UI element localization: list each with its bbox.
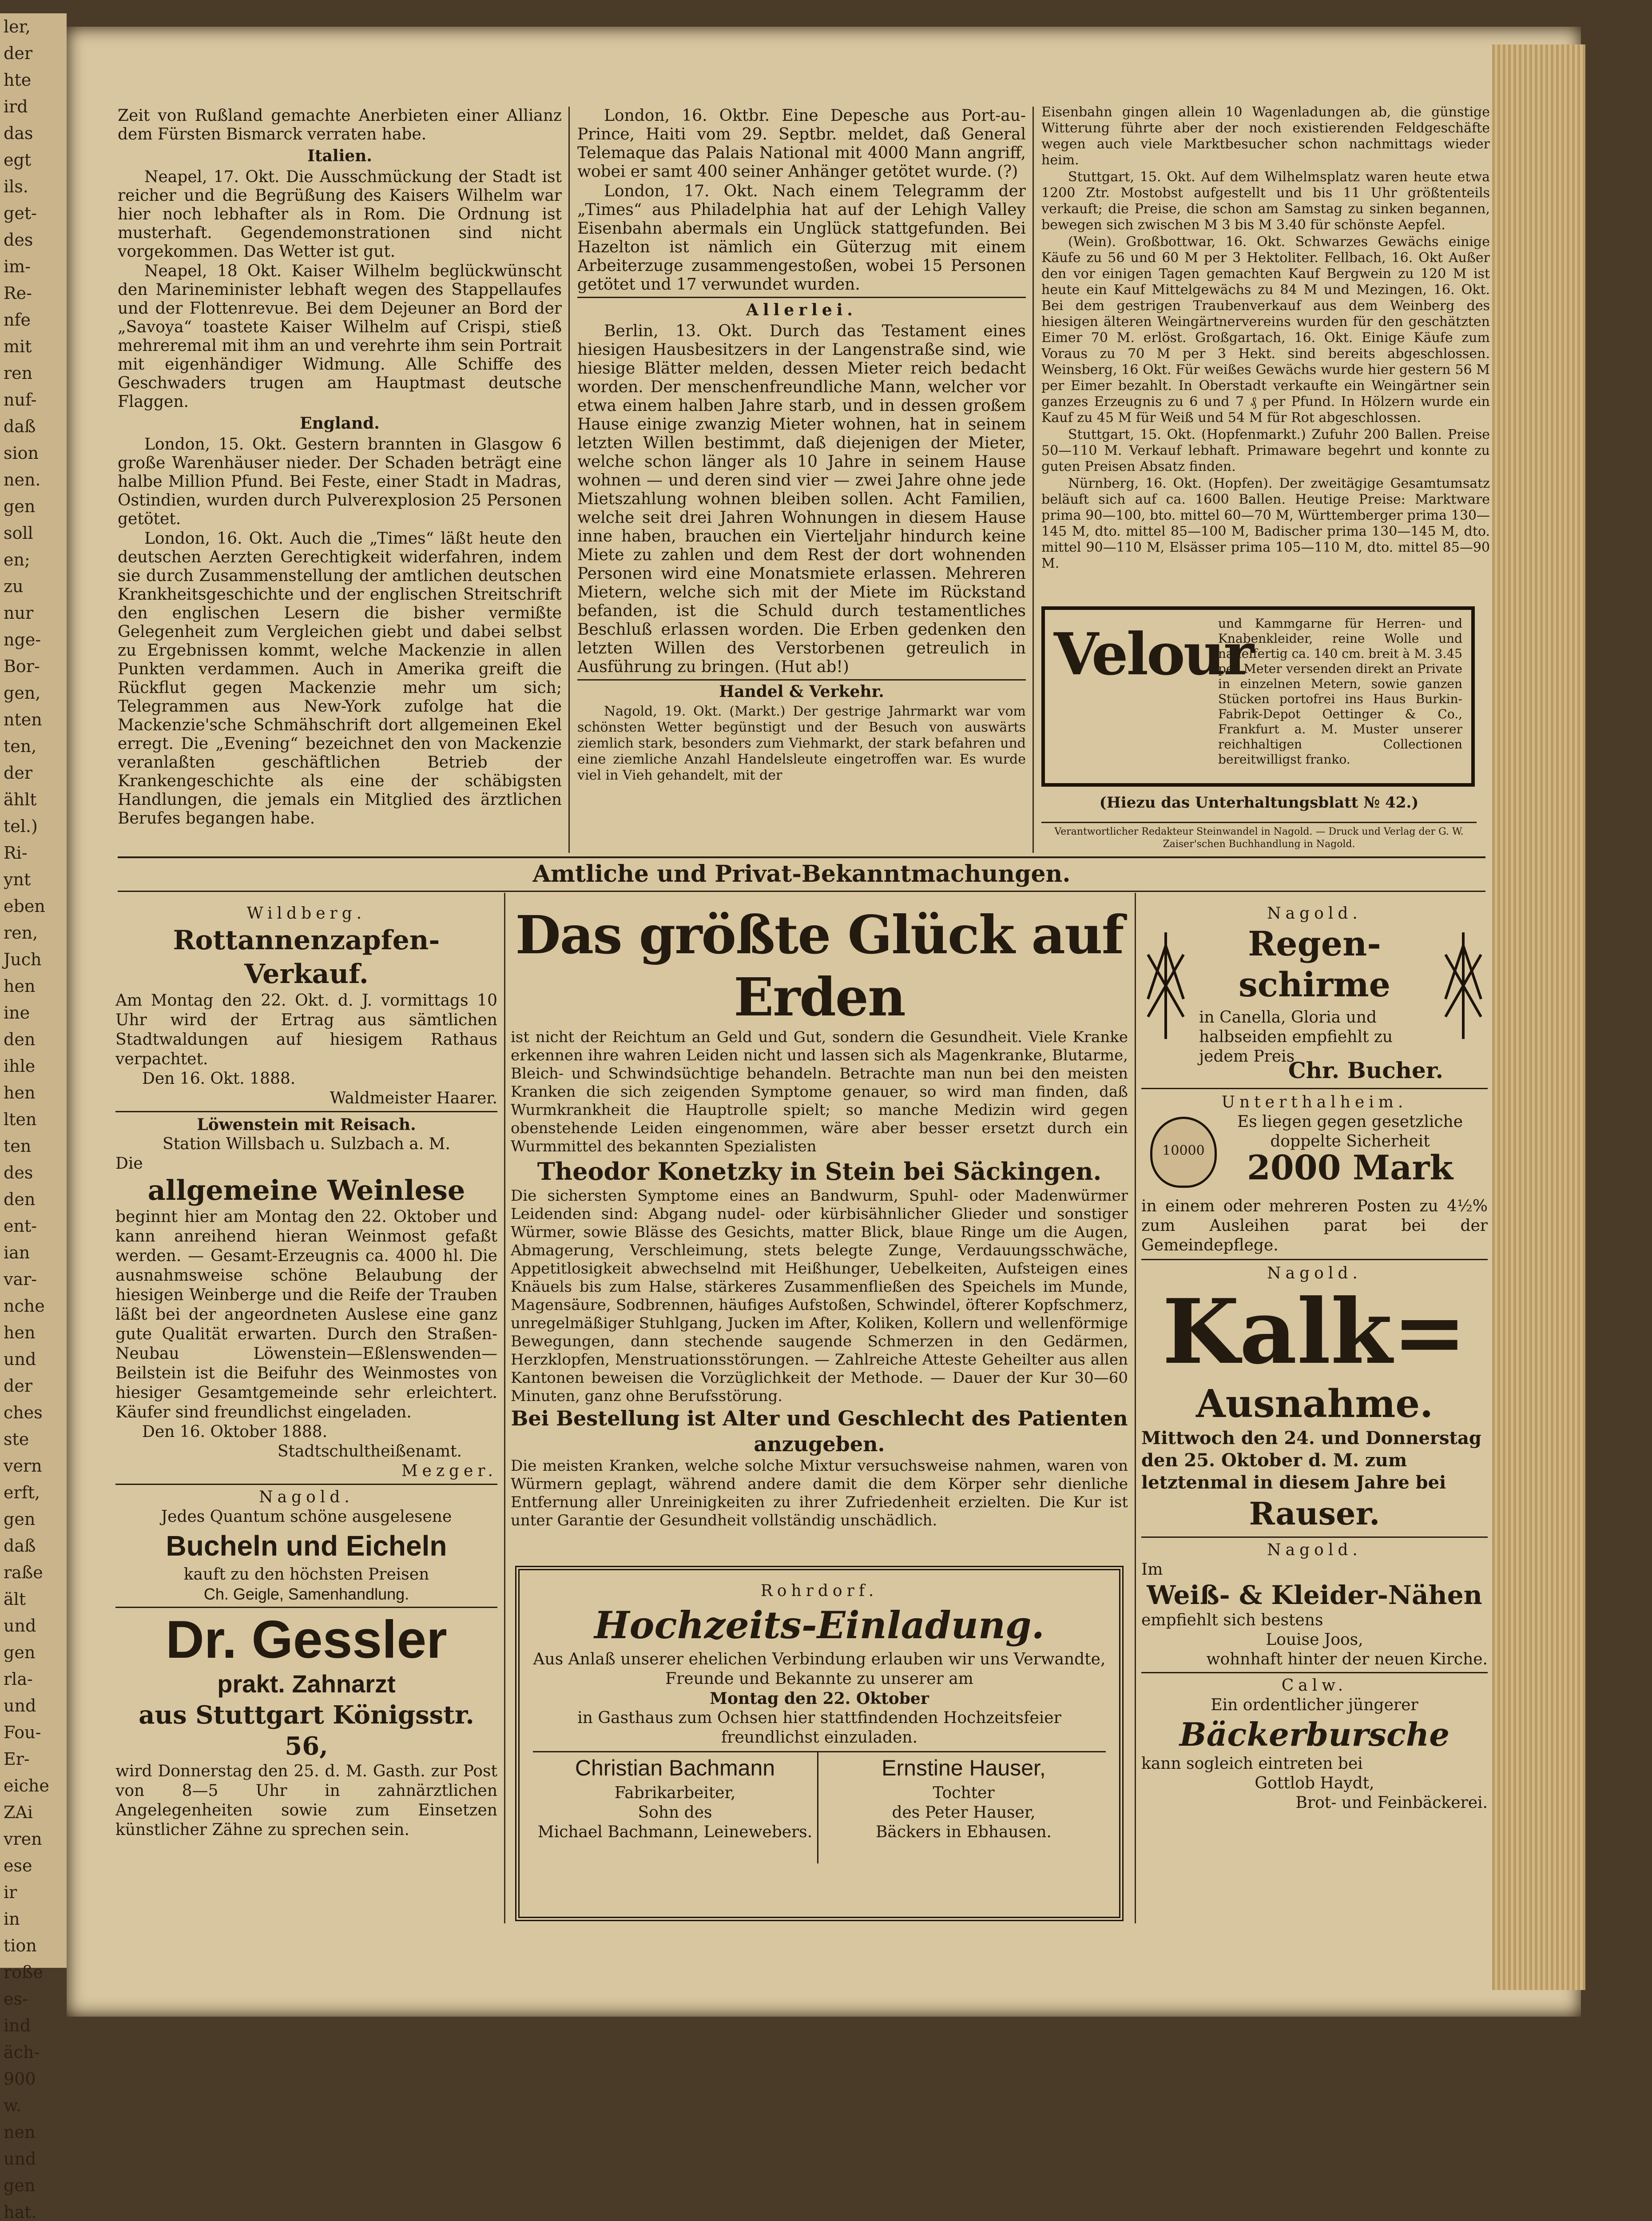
loew-sign: Mezger. [401,1462,497,1480]
previous-page-fragment: in [4,1909,20,1929]
symptome-text: Die sichersten Symptome eines an Bandwurm, Spuhl- oder Madenwürmer Leidenden sind: Abgang nudel- oder kürbisähnlicher Glieder und sonstiger Würmer, sowie Blässe des Gesichts, matter Blick, blaue Ringe um die Augen, Abmagerung, Verschleimung, stets belegte Zunge, Verdauungsschwäche, Appetitlosigkeit abwechselnd mit Heißhunger, Uebelkeiten, Aufsteigen eines Knäuels bis zum Halse, stärkeres Zusammenfließen des Speichels im Munde, Magensäure, Sodbrennen, häufiges Aufstoßen, Schwindel, öfterer Kopfschmerz, unregelmäßiger Stuhlgang, Jucken im After, Koliken, Kollern und wellenförmige Bewegungen, dann stechende saugende Schmerzen in den Gedärmen, Herzklopfen, Menstruationsstörungen. — Zahlreiche Atteste Geheilter aus allen Kantonen beweisen die Vorzüglichkeit der Methode. — Dauer der Kur 30—60 Minuten, ganz ohne Berufsstörung. [511,1187,1128,1405]
calw-trade: Brot- und Feinbäckerei. [1295,1794,1488,1812]
previous-page-fragment: ent- [4,1216,37,1236]
previous-page-fragment: im- [4,257,31,276]
previous-page-fragment: sion [4,443,39,463]
previous-page-fragment: en; [4,550,30,569]
previous-page-fragment: ils. [4,177,28,196]
hz-place: Rohrdorf. [760,1582,878,1600]
previous-page-fragment: ren [4,363,33,383]
groom-line: Sohn des [638,1803,712,1822]
news-column-2 [577,107,1026,784]
zapfen-date: Den 16. Okt. 1888. [142,1070,296,1088]
loew-title: allgemeine Weinlese [147,1174,465,1206]
previous-page-fragment: ten, [4,736,37,756]
bride-name: Ernstine Hauser, [882,1755,1046,1780]
previous-page-fragment: hen [4,1083,36,1103]
heading-england: England. [300,414,380,433]
paragraph: Nürnberg, 16. Okt. (Hopfen). Der zweitägige Gesamtumsatz beläuft sich auf ca. 1600 Ballen. Heutige Preise: Marktware prima 90—100, bto. mittel 60—70 M, Württemberger prima 130—145 M, dto. mittel 85—100 M, Badischer prima 130—145 M, dto. mittel 90—110 M, Elsässer prima 105—110 M, dto. mittel 85—90 M. [1041,476,1490,571]
previous-page-fragment: vren [4,1829,42,1849]
naehen-name: Louise Joos, [1266,1631,1363,1649]
previous-page-fragment: den [4,1030,36,1049]
previous-page-fragment: ihle [4,1056,36,1076]
bucheln-title: Bucheln und Eicheln [166,1530,447,1562]
previous-page-fragment: daß [4,1536,36,1556]
previous-page-fragment: roße [4,1962,43,1982]
money-bag-label: 10000 [1162,1143,1205,1158]
previous-page-fragment: und [4,1696,36,1716]
paragraph: London, 17. Okt. Nach einem Telegramm der „Times“ aus Philadelphia hat auf der Lehigh Valley Eisenbahn abermals ein Unglück stattgefunden. Bei Hazelton ist nämlich ein Güterzug mit einem Arbeiterzuge zusammengestoßen, wobei 15 Personen getötet und 17 verwundet wurden. [577,182,1026,294]
previous-page-fragment: das [4,123,33,143]
previous-page-fragment: gen [4,2176,36,2195]
newspaper-page [67,27,1581,2017]
previous-page-fragment: ynt [4,870,31,889]
place-nagold: Nagold. [1267,1541,1362,1559]
umbrella-icon [1141,928,1190,1043]
previous-page-fragment: der [4,1376,32,1396]
previous-page-fragment: nge- [4,630,41,649]
previous-page-edge [0,13,67,2221]
glueck-title: Das größte Glück auf Erden [515,904,1124,1028]
section-banner: Amtliche und Privat-Bekanntmachungen. [532,860,1071,888]
groom-line: Fabrikarbeiter, [614,1784,736,1802]
umbrella-icon [1439,928,1488,1043]
paragraph: Eisenbahn gingen allein 10 Wagenladungen ab, die günstige Witterung führte aber der noch existierenden Feldgeschäfte wegen auch viele Marktbesucher schon nachmittags wieder heim. [1041,104,1490,168]
column-divider [504,893,505,1923]
previous-page-fragment: nten [4,710,42,729]
calw-title: Bäckerbursche [1179,1716,1450,1753]
previous-page-fragment: Fou- [4,1723,41,1742]
zapfen-sign: Waldmeister Haarer. [330,1089,497,1107]
loew-text: beginnt hier am Montag den 22. Oktober und kann anreihend hieran Weinmost gefaßt werden. — Gesamt-Erzeugnis ca. 4000 hl. Die ausnahmsweise schöne Belaubung der hiesigen Weinberge und die Reife der Trauben läßt bei der angeordneten Auslese eine ganz gute Qualität erwarten. Durch den Straßen-Neubau Löwenstein—Eßlenswenden—Beilstein ist die Beifuhr des Weinmostes von hiesiger Gesamtgemeinde sehr erleichtert. Käufer sind freundlichst eingeladen. [115,1208,497,1421]
previous-page-fragment: nur [4,603,34,623]
kalk-text: Mittwoch den 24. und Donnerstag den 25. Oktober d. M. zum letztenmal in diesem Jahre bei [1141,1428,1481,1493]
previous-page-fragment: Er- [4,1749,30,1769]
hz-date: Montag den 22. Oktober [710,1689,929,1708]
gessler-sub: prakt. Zahnarzt [217,1670,396,1698]
place-wildberg: Wildberg. [246,904,366,923]
previous-page-fragment: und [4,1349,36,1369]
bride-line: des Peter Hauser, [892,1803,1036,1822]
previous-page-fragment: ält [4,1589,26,1609]
place-unterthalheim: Unterthalheim. [1221,1093,1408,1111]
previous-page-fragment: eiche [4,1776,49,1795]
schirme-sign: Chr. Bucher. [1288,1057,1443,1083]
previous-page-fragment: den [4,1190,36,1209]
news-column-1 [118,107,562,829]
previous-page-fragment: ählt [4,790,37,809]
previous-page-fragment: ler, [4,17,31,36]
column-divider [568,107,570,853]
previous-page-fragment: und [4,1616,36,1636]
paragraph: Neapel, 18 Okt. Kaiser Wilhelm beglückwünscht den Marineminister lebhaft wegen des Stappellaufes und der Flottenrevue. Bei dem Dejeuner an Bord der „Savoya“ toastete Kaiser Wilhelm auf Crispi, stieß mehreremal mit ihm an und verehrte ihm sein Portrait mit eigenhändiger Widmung. Alle Schiffe des Geschwaders trugen am Hauptmast deutsche Flaggen. [118,262,562,411]
schirme-text: in Canella, Gloria und halbseiden empfiehlt zu jedem Preis [1199,1008,1393,1066]
naehen-addr: wohnhaft hinter der neuen Kirche. [1206,1650,1488,1668]
hz-text2: in Gasthaus zum Ochsen hier stattfindenden Hochzeitsfeier freundlichst einzuladen. [577,1709,1061,1747]
heading-handel: Handel & Verkehr. [577,679,1026,701]
hz-text: Aus Anlaß unserer ehelichen Verbindung erlauben wir uns Verwandte, Freunde und Bekannte zu unserer am [533,1650,1106,1688]
paragraph: Stuttgart, 15. Okt. Auf dem Wilhelmsplatz waren heute etwa 1200 Ztr. Mostobst aufgestellt und bis 11 Uhr größtenteils verkauft; die Preise, die schon am Samstag zu sinken begannen, bewegen sich zwischen M 3 bis M 3.40 für schönste Aepfel. [1041,169,1490,233]
previous-page-fragment: eben [4,896,45,916]
paragraph: Nagold, 19. Okt. (Markt.) Der gestrige Jahrmarkt war vom schönsten Wetter begünstigt und der Besuch von auswärts ziemlich stark, besonders zum Viehmarkt, der stark befahren und eine ziemliche Anzahl Handelsleute eingetroffen war. Es wurde viel in Vieh gehandelt, mit der [577,704,1026,783]
hochzeit-ad [515,1566,1124,1921]
previous-page-fragment: mit [4,337,32,356]
zapfen-title: Rottannenzapfen-Verkauf. [173,925,440,990]
beilage-note: (Hiezu das Unterhaltungsblatt № 42.) [1099,794,1419,812]
groom-name: Christian Bachmann [575,1755,775,1780]
paragraph: Zeit von Rußland gemachte Anerbieten einer Allianz dem Fürsten Bismarck verraten habe. [118,107,562,143]
previous-page-fragment: ine [4,1003,30,1023]
paragraph: London, 15. Okt. Gestern brannten in Glasgow 6 große Warenhäuser nieder. Der Schaden beträgt eine halbe Million Pfund. Bei Feste, einer Stadt in Madras, Ostindien, wurden durch Pulverexplosion 25 Personen getötet. [118,435,562,528]
news-column-3 [1041,104,1490,573]
calw-text2: kann sogleich eintreten bei [1141,1755,1363,1773]
bucheln-sign: Ch. Geigle, Samenhandlung. [203,1585,409,1603]
previous-page-fragment: gen [4,497,36,516]
previous-page-fragment: der [4,44,32,63]
impressum: Verantwortlicher Redakteur Steinwandel in Nagold. — Druck und Verlag der G. W. Zaiser'schen Buchhandlung in Nagold. [1041,822,1477,851]
previous-page-fragment: ir [4,1883,17,1902]
groom-line: Michael Bachmann, Leinewebers. [537,1823,813,1841]
book-edge [1492,44,1585,1990]
loew-station: Station Willsbach u. Sulzbach a. M. [163,1135,450,1153]
unter-text1: Es liegen gegen gesetzliche doppelte Sicherheit [1237,1113,1463,1150]
previous-page-fragment: vern [4,1456,42,1476]
previous-page-fragment: des [4,230,33,250]
previous-page-fragment: ten [4,1136,32,1156]
loew-amt: Stadtschultheißenamt. [277,1442,462,1461]
paragraph: London, 16. Oktbr. Eine Depesche aus Port-au-Prince, Haiti vom 29. Septbr. meldet, daß General Telemaque das Palais National mit 4000 Mann angriff, wobei er samt 400 seiner Anhänger getötet wurde. (?) [577,107,1026,181]
loew-die: Die [115,1154,143,1173]
previous-page-fragment: w. [4,2096,22,2115]
previous-page-fragment: es- [4,1989,28,2009]
gessler-text: wird Donnerstag den 25. d. M. Gasth. zur Post von 8—5 Uhr in zahnärztlichen Angelegenheiten sowie zum Einsetzen künstlicher Zähne zu sprechen sein. [115,1762,497,1839]
naehen-pre: Im [1141,1560,1163,1579]
previous-page-fragment: nen. [4,470,41,490]
previous-page-fragment: hen [4,1323,36,1342]
column-divider [1032,107,1034,853]
gessler-name: Dr. Gessler [166,1610,447,1669]
previous-page-fragment: tel.) [4,816,38,836]
loew-head: Löwenstein mit Reisach. [197,1115,416,1134]
bride-line: Bäckers in Ebhausen. [875,1823,1052,1841]
section-rule [118,856,1485,858]
glueck-text: ist nicht der Reichtum an Geld und Gut, sondern die Gesundheit. Viele Kranke erkennen ihre wahren Leiden nicht und lassen sich als Magenkranke, Blutarme, Bleich- und Schwindsüchtige behandeln. Betrachte man nun bei den meisten Kranken die sich zeigenden Symptome genauer, so wird man finden, daß Wurmkrankheit die Hauptrolle spielt; so manche Medizin wird gegen obenstehende Leiden eingenommen, wäre aber besser ersetzt durch ein Wurmmittel des bekannten Spezialisten [511,1028,1128,1155]
previous-page-fragment: daß [4,417,36,436]
previous-page-fragment: ches [4,1403,43,1422]
place-nagold: Nagold. [259,1488,354,1506]
place-calw: Calw. [1281,1676,1348,1695]
previous-page-fragment: hat. [4,2202,37,2221]
previous-page-fragment: des [4,1163,33,1182]
previous-page-fragment: nche [4,1296,45,1316]
previous-page-fragment: ZAi [4,1803,33,1822]
konetzky-name: Theodor Konetzky in Stein bei Säckingen. [537,1157,1102,1186]
previous-page-fragment: ind [4,2016,31,2035]
bucheln-pre: Jedes Quantum schöne ausgelesene [161,1508,452,1526]
velour-text: und Kammgarne für Herren- und Knabenkleider, reine Wolle und nadelfertig ca. 140 cm. breit à M. 3.45 per Meter versenden direkt an Private in einzelnen Metern, sowie ganzen Stücken portofrei ins Haus Burkin-Fabrik-Depot Oettinger & Co., Frankfurt a. M. Muster unserer reichhaltigen Collectionen bereitwilligst franko. [1218,616,1462,767]
kalk-sign: Rauser. [1249,1495,1380,1532]
velour-ad [1041,606,1475,787]
previous-page-fragment: Ri- [4,843,28,863]
meisten-text: Die meisten Kranken, welche solche Mixtur versuchsweise nahmen, waren von Würmern geplagt, während andere damit die dem Körper sehr dienliche Entfernung aller Unreinigkeiten zu ihrer Zufriedenheit erzielten. Die Kur ist unter Garantie der Gesundheit vollständig unschädlich. [511,1457,1128,1529]
unter-amount: 2000 Mark [1247,1148,1453,1187]
hochzeit-inner [533,1581,1106,1868]
previous-page-fragment: ird [4,97,28,116]
section-rule [118,891,1485,892]
column-divider [1135,893,1136,1923]
heading-italien: Italien. [307,147,372,165]
kalk-title: Kalk= [1162,1280,1467,1384]
gessler-addr: aus Stuttgart Königsstr. 56, [139,1700,474,1761]
unter-text2: in einem oder mehreren Posten zu 4½% zum Ausleihen parat bei der Gemeindepflege. [1141,1197,1488,1254]
previous-page-fragment: zu [4,577,24,596]
calw-name: Gottlob Haydt, [1255,1774,1374,1792]
bestellung-note: Bei Bestellung ist Alter und Geschlecht des Patienten anzugeben. [511,1406,1128,1456]
previous-page-fragment: raße [4,1563,43,1582]
paragraph: (Wein). Großbottwar, 16. Okt. Schwarzes Gewächs einige Käufe zu 56 und 60 M per 3 Hektoliter. Fellbach, 16. Okt Außer den vor einigen Tagen gemachten Kauf Bergwein zu 120 M ist heute ein Kauf Mittelgewächs zu 84 M und Mezingen, 16. Okt. Bei dem gestrigen Traubenverkauf aus dem Weinberg des hiesigen älteren Weingärtnervereins wurden für den geschätzten Eimer 70 M. erlöst. Großgartach, 16. Okt. Einige Käufe zum Voraus zu 70 M per 3 Hekt. sind bereits abgeschlossen. Weinsberg, 16 Okt. Für weißes Gewächs wurde hier gestern 56 M per Eimer bezahlt. In Oberstadt verkaufte ein Weingärtner sein ganzes Erzeugnis zu 6 und 7 ₰ per Pfund. In Hölzern wurde ein Kauf zu 45 M für Weiß und 54 M für Rot abgeschlossen. [1041,234,1490,426]
bride-line: Tochter [933,1784,995,1802]
previous-page-fragment: egt [4,150,32,170]
previous-page-fragment: 900 [4,2069,36,2089]
paragraph: Stuttgart, 15. Okt. (Hopfenmarkt.) Zufuhr 200 Ballen. Preise 50—110 M. Verkauf lebhaft. Primaware begehrt und konnte zu guten Preisen Absatz finden. [1041,427,1490,474]
kalk-sub: Ausnahme. [1195,1381,1434,1426]
ads-middle-column [511,904,1128,1530]
schirme-title: Regen-schirme [1239,924,1390,1004]
previous-page-fragment: hte [4,70,32,90]
previous-page-fragment: gen, [4,683,41,703]
velour-word: Velour [1054,620,1252,688]
previous-page-fragment: var- [4,1270,37,1289]
previous-page-fragment: tion [4,1936,37,1955]
previous-page-fragment: der [4,763,32,783]
previous-page-fragment: get- [4,203,37,223]
previous-page-fragment: Bor- [4,657,40,676]
bucheln-post: kauft zu den höchsten Preisen [183,1565,429,1584]
zapfen-text: Am Montag den 22. Okt. d. J. vormittags 10 Uhr wird der Ertrag aus sämtlichen Stadtwaldungen auf hiesigem Rathaus verpachtet. [115,991,497,1068]
paragraph: London, 16. Okt. Auch die „Times“ läßt heute den deutschen Aerzten Gerechtigkeit widerfahren, indem sie durch Zusammenstellung der amtlichen deutschen Krankheitsgeschichte und der englischen Streitschrift den englischen Lesern die bisher vermißte Gelegenheit zum Vergleichen giebt und dabei selbst zu Ergebnissen kommt, welche Mackenzie in allen Punkten verdammen. Auch in Amerika greift die Rückflut gegen Mackenzie mehr um sich; Telegrammen aus New-York zufolge hat die Mackenzie'sche Schmähschrift dort allgemeinen Ekel erregt. Die „Evening“ bezeichnet den von Mackenzie veranlaßten geschäftlichen Betrieb der Krankengeschichte als eine der schäbigsten Handlungen, die jemals ein Mitglied des ärztlichen Berufes begangen habe. [118,529,562,828]
previous-page-fragment: nuf- [4,390,37,410]
previous-page-fragment: Juch [4,950,42,969]
previous-page-fragment: gen [4,1643,36,1662]
previous-page-fragment: nen [4,2122,36,2142]
previous-page-fragment: ian [4,1243,30,1262]
previous-page-fragment: rla- [4,1669,33,1689]
naehen-title: Weiß- & Kleider-Nähen [1147,1580,1482,1610]
previous-page-fragment: gen [4,1509,36,1529]
paragraph: Neapel, 17. Okt. Die Ausschmückung der Stadt ist reicher und die Begrüßung des Kaisers Wilhelm war hier noch lebhafter als in Rom. Die Ordnung ist musterhaft. Gegendemonstrationen sind nicht vorgekommen. Das Wetter ist gut. [118,168,562,261]
previous-page-fragment: ren, [4,923,38,943]
previous-page-fragment: nfe [4,310,31,330]
ads-left-column [115,904,497,1840]
place-nagold: Nagold. [1267,904,1362,923]
previous-page-fragment: Re- [4,283,32,303]
hz-title: Hochzeits-Einladung. [594,1603,1044,1647]
place-nagold: Nagold. [1267,1264,1362,1282]
naehen-text: empfiehlt sich bestens [1141,1611,1323,1629]
loew-date: Den 16. Oktober 1888. [142,1423,328,1441]
calw-text: Ein ordentlicher jüngerer [1211,1696,1418,1714]
previous-page-fragment: erft, [4,1483,40,1502]
previous-page-fragment: ste [4,1429,29,1449]
money-bag-icon [1150,1117,1217,1188]
previous-page-fragment: und [4,2149,36,2169]
previous-page-fragment: soll [4,523,33,543]
heading-allerlei: Allerlei. [577,297,1026,319]
previous-page-fragment: äch- [4,2042,40,2062]
previous-page-fragment: hen [4,976,36,996]
paragraph: Berlin, 13. Okt. Durch das Testament eines hiesigen Hausbesitzers in der Langenstraße sind, wie hiesige Blätter melden, dessen Mieter reich bedacht worden. Der menschenfreundliche Mann, welcher vor etwa einem halben Jahre starb, und in dessen großem Hause einige zwanzig Mieter wohnen, hat in seinem letzten Willen bestimmt, daß diejenigen der Mieter, welche schon länger als 10 Jahre in seinem Hause wohnen — und deren sind vier — zwei Jahre ohne jede Mietszahlung wohnen bleiben sollen. Acht Familien, welche seit drei Jahren Wohnungen in diesem Hause inne haben, brauchen ein Vierteljahr hindurch keine Miete zu zahlen und dem Rest der dort wohnenden Personen wird eine Monatsmiete erlassen. Mehreren Mietern, welche sich mit der Miete im Rückstand befanden, ist die Schuld durch testamentliches Beschluß erlassen worden. Die Erben gedenken den letzten Willen des Verstorbenen getreulich in Ausführung zu bringen. (Hut ab!) [577,322,1026,676]
previous-page-fragment: ese [4,1856,32,1875]
previous-page-fragment: lten [4,1110,37,1129]
ads-right-column [1141,904,1488,1813]
